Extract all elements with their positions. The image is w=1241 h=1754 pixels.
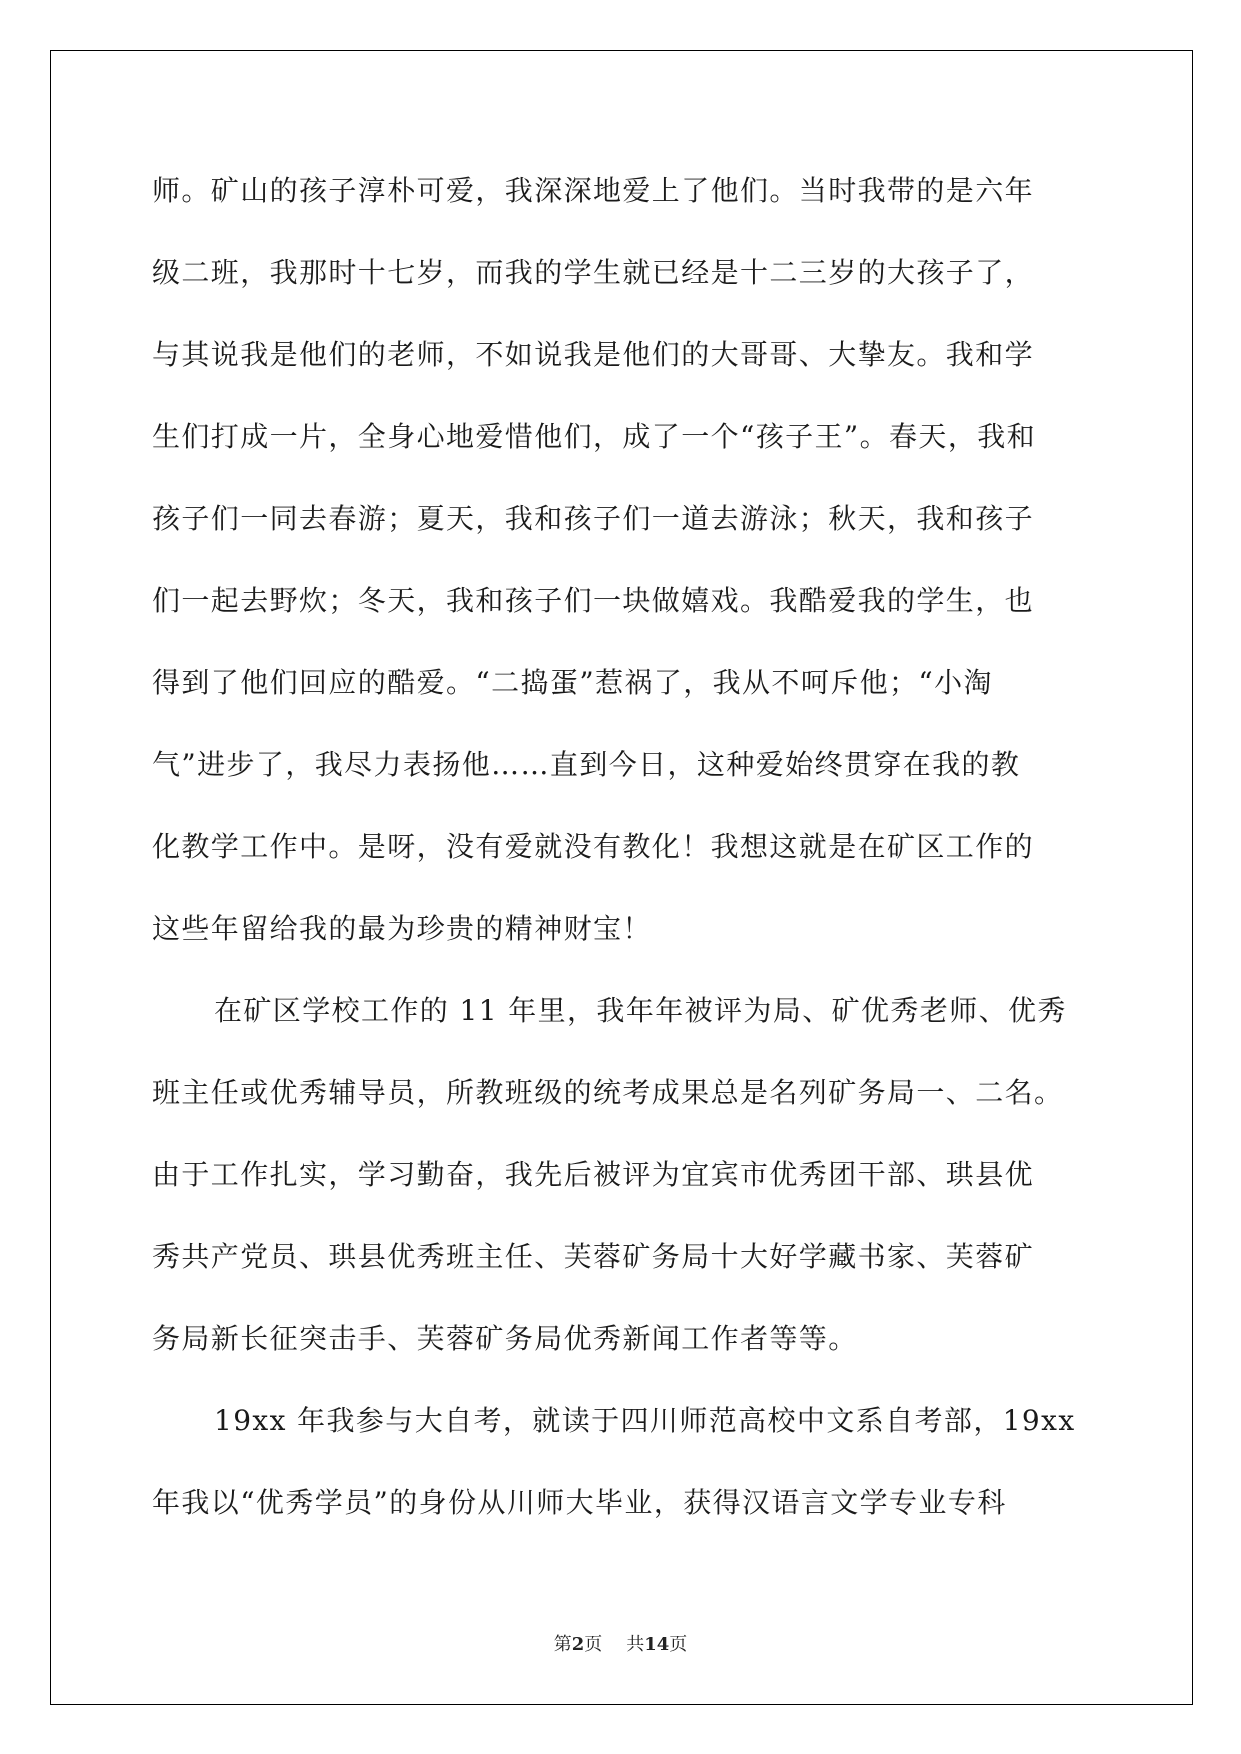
total-prefix: 共 (626, 1634, 645, 1655)
text-line: 由于工作扎实，学习勤奋，我先后被评为宜宾市优秀团干部、珙县优 (152, 1158, 1035, 1191)
text-line-indented: 19xx 年我参与大自考，就读于四川师范高校中文系自考部，19xx (214, 1404, 1076, 1437)
text-line: 级二班，我那时十七岁，而我的学生就已经是十二三岁的大孩子了， (152, 256, 1035, 289)
text-line: 生们打成一片，全身心地爱惜他们，成了一个“孩子王”。春天，我和 (152, 420, 1037, 453)
text-line: 班主任或优秀辅导员，所教班级的统考成果总是名列矿务局一、二名。 (152, 1076, 1064, 1109)
text-line: 化教学工作中。是呀，没有爱就没有教化！我想这就是在矿区工作的 (152, 830, 1035, 863)
total-pages: 14 (644, 1634, 670, 1655)
paragraph-1 (152, 158, 1092, 978)
page-unit: 页 (584, 1634, 603, 1655)
paragraph-2 (152, 978, 1092, 1388)
text-line: 与其说我是他们的老师，不如说我是他们的大哥哥、大挚友。我和学 (152, 338, 1035, 371)
text-line: 年我以“优秀学员”的身份从川师大毕业，获得汉语言文学专业专科 (152, 1486, 1007, 1519)
document-body (152, 158, 1092, 1552)
text-line: 师。矿山的孩子淳朴可爱，我深深地爱上了他们。当时我带的是六年 (152, 174, 1035, 207)
page-footer (0, 1634, 1241, 1656)
text-line: 秀共产党员、珙县优秀班主任、芙蓉矿务局十大好学藏书家、芙蓉矿 (152, 1240, 1035, 1273)
paragraph-3 (152, 1388, 1092, 1552)
text-line: 务局新长征突击手、芙蓉矿务局优秀新闻工作者等等。 (152, 1322, 858, 1355)
text-line: 孩子们一同去春游；夏天，我和孩子们一道去游泳；秋天，我和孩子 (152, 502, 1035, 535)
text-line: 气”进步了，我尽力表扬他……直到今日，这种爱始终贯穿在我的教 (152, 748, 1021, 781)
text-line: 这些年留给我的最为珍贵的精神财宝！ (152, 912, 652, 945)
page-number: 2 (571, 1634, 585, 1655)
total-unit: 页 (669, 1634, 688, 1655)
page-prefix: 第 (553, 1634, 572, 1655)
text-line-indented: 在矿区学校工作的 11 年里，我年年被评为局、矿优秀老师、优秀 (214, 994, 1067, 1027)
text-line: 得到了他们回应的酷爱。“二捣蛋”惹祸了，我从不呵斥他；“小淘 (152, 666, 993, 699)
text-line: 们一起去野炊；冬天，我和孩子们一块做嬉戏。我酷爱我的学生，也 (152, 584, 1035, 617)
